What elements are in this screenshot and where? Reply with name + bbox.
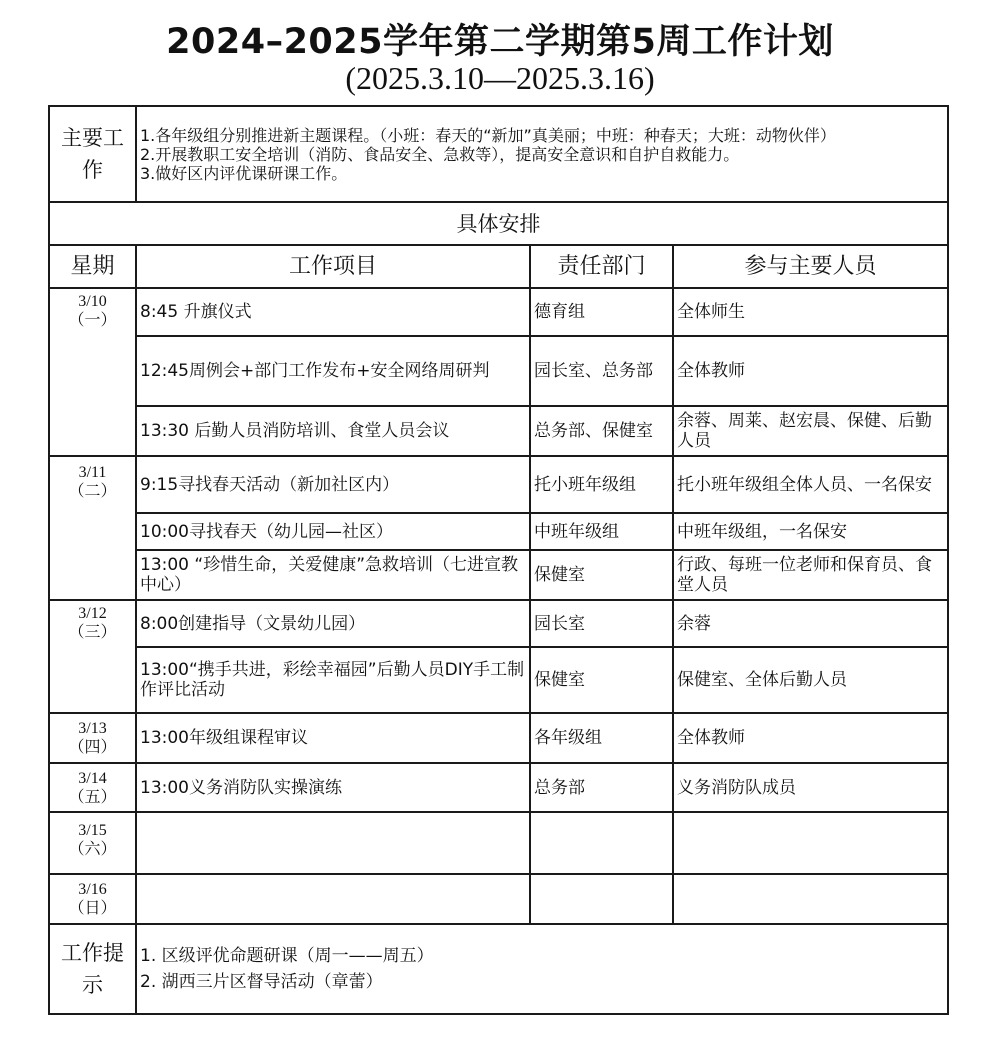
- main-work-item: 2.开展教职工安全培训（消防、食品安全、急救等），提高安全意识和自护自救能力。: [140, 144, 740, 164]
- table-row: [49, 647, 948, 713]
- date-cell: [49, 600, 136, 713]
- main-work-label: 主要工作: [49, 106, 136, 202]
- table-row: [49, 812, 948, 874]
- table-row: [49, 456, 948, 513]
- people-cell: 行政、每班一位老师和保育员、食堂人员: [673, 550, 948, 600]
- section-title: 具体安排: [49, 202, 948, 245]
- project-cell: [136, 812, 530, 874]
- main-work-content: [136, 106, 948, 202]
- main-work-item: 1.各年级组分别推进新主题课程。（小班：春天的“新加”真美丽；中班：种春天；大班：动物伙伴）: [140, 125, 836, 145]
- date-value: 3/15: [78, 822, 107, 839]
- tips-row: [49, 924, 948, 1014]
- weekday-value: （二）: [68, 483, 117, 500]
- section-title-row: [49, 202, 948, 245]
- project-cell: 13:00义务消防队实操演练: [136, 763, 530, 812]
- department-cell: 总务部: [530, 763, 673, 812]
- header-row: [49, 245, 948, 288]
- date-cell: [49, 812, 136, 874]
- table-row: [49, 550, 948, 600]
- header-department: 责任部门: [530, 245, 673, 288]
- department-cell: [530, 874, 673, 924]
- project-cell: 13:00年级组课程审议: [136, 713, 530, 763]
- department-cell: 各年级组: [530, 713, 673, 763]
- date-cell: [49, 288, 136, 456]
- date-value: 3/13: [78, 720, 107, 737]
- weekday-value: （三）: [68, 624, 117, 641]
- project-cell: 10:00寻找春天（幼儿园—社区）: [136, 513, 530, 550]
- table-row: [49, 600, 948, 647]
- department-cell: 园长室: [530, 600, 673, 647]
- date-value: 3/14: [78, 769, 107, 787]
- project-cell: 13:30 后勤人员消防培训、食堂人员会议: [136, 406, 530, 456]
- project-cell: 8:00创建指导（文景幼儿园）: [136, 600, 530, 647]
- people-cell: 全体师生: [673, 288, 948, 336]
- people-cell: 义务消防队成员: [673, 763, 948, 812]
- department-cell: [530, 812, 673, 874]
- weekday-value: （四）: [68, 739, 117, 756]
- header-people: 参与主要人员: [673, 245, 948, 288]
- tip-item: 1. 区级评优命题研课（周一——周五）: [140, 946, 434, 966]
- people-cell: 余蓉: [673, 600, 948, 647]
- main-work-row: [49, 106, 948, 202]
- date-value: 3/12: [78, 605, 107, 622]
- people-cell: 全体教师: [673, 713, 948, 763]
- department-cell: 园长室、总务部: [530, 336, 673, 406]
- tip-item: 2. 湖西三片区督导活动（章蕾）: [140, 972, 383, 992]
- table-row: [49, 874, 948, 924]
- weekday-value: （日）: [68, 900, 117, 917]
- project-cell: [136, 874, 530, 924]
- people-cell: 全体教师: [673, 336, 948, 406]
- weekday-value: （五）: [68, 788, 117, 806]
- header-project: 工作项目: [136, 245, 530, 288]
- table-row: [49, 406, 948, 456]
- project-cell: 13:00 “珍惜生命，关爱健康”急救培训（七进宣教中心）: [136, 550, 530, 600]
- project-cell: 12:45周例会+部门工作发布+安全网络周研判: [136, 336, 530, 406]
- date-cell: [49, 456, 136, 600]
- tips-content: [136, 924, 948, 1014]
- table-row: [49, 513, 948, 550]
- work-plan-table: [48, 105, 949, 1015]
- main-work-item: 3.做好区内评优课研课工作。: [140, 163, 348, 183]
- project-cell: 8:45 升旗仪式: [136, 288, 530, 336]
- department-cell: 托小班年级组: [530, 456, 673, 513]
- people-cell: 托小班年级组全体人员、一名保安: [673, 456, 948, 513]
- table-row: [49, 763, 948, 812]
- date-value: 3/11: [78, 464, 107, 481]
- weekday-value: （一）: [68, 312, 117, 329]
- tips-label: 工作提示: [49, 924, 136, 1014]
- table-row: [49, 288, 948, 336]
- project-cell: 9:15寻找春天活动（新加社区内）: [136, 456, 530, 513]
- page-subtitle: (2025.3.10—2025.3.16): [345, 60, 655, 96]
- table-row: [49, 336, 948, 406]
- weekday-value: （六）: [68, 841, 117, 858]
- department-cell: 中班年级组: [530, 513, 673, 550]
- department-cell: 总务部、保健室: [530, 406, 673, 456]
- project-cell: 13:00“携手共进，彩绘幸福园”后勤人员DIY手工制作评比活动: [136, 647, 530, 713]
- date-value: 3/10: [78, 293, 107, 310]
- header-day: 星期: [49, 245, 136, 288]
- date-cell: [49, 874, 136, 924]
- people-cell: 中班年级组，一名保安: [673, 513, 948, 550]
- people-cell: [673, 874, 948, 924]
- date-cell: [49, 713, 136, 763]
- department-cell: 德育组: [530, 288, 673, 336]
- date-value: 3/16: [78, 881, 107, 898]
- people-cell: [673, 812, 948, 874]
- department-cell: 保健室: [530, 647, 673, 713]
- people-cell: 余蓉、周莱、赵宏晨、保健、后勤人员: [673, 406, 948, 456]
- table-row: [49, 713, 948, 763]
- date-cell: [49, 763, 136, 812]
- page-title: 2024–2025学年第二学期第5周工作计划: [166, 22, 834, 62]
- people-cell: 保健室、全体后勤人员: [673, 647, 948, 713]
- department-cell: 保健室: [530, 550, 673, 600]
